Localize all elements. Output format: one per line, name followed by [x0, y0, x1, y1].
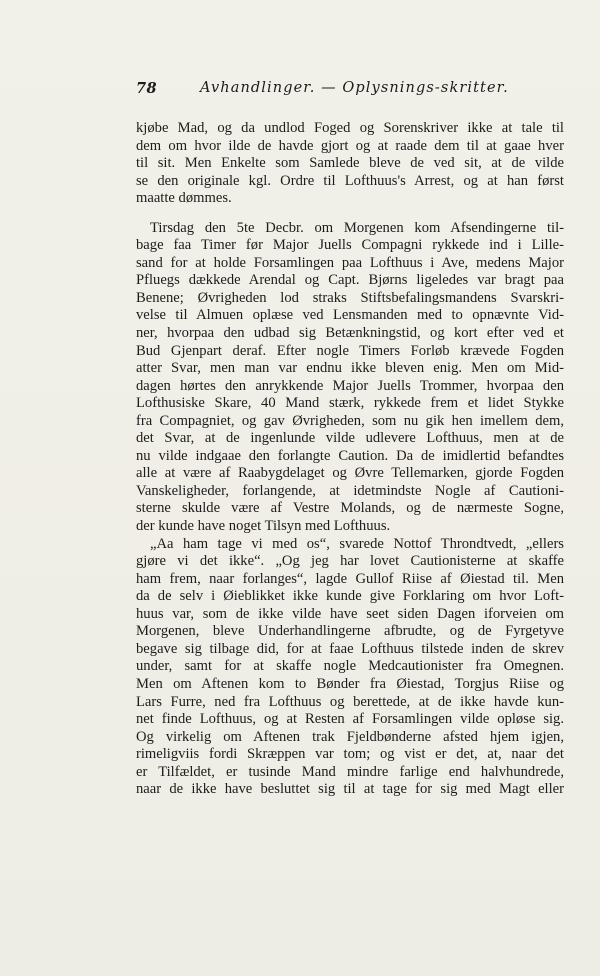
paragraph-3	[136, 536, 564, 799]
text-line: Bud Gjenpart deraf. Efter nogle Timers Forløb krævede Fogden	[136, 342, 564, 359]
text-line: under, samt for at skaffe nogle Medcautionister fra Omegnen.	[136, 658, 564, 675]
paragraph-gap	[136, 208, 564, 220]
text-line: Benene; Øvrigheden lod straks Stiftsbefalingsmandens Svarskri-	[136, 289, 564, 306]
body-text	[136, 120, 564, 799]
text-line: ner, hvorpaa den udbad sig Betænkningstid, og kort efter ved et	[136, 325, 564, 342]
text-line: dagen hørtes den anrykkende Major Juells Trommer, hvorpaa den	[136, 377, 564, 394]
text-line: Morgenen, bleve Underhandlingerne afbrudte, og de Fyrgetyve	[136, 623, 564, 640]
text-line: Lars Furre, ned fra Lofthuus og berettede, at de ikke havde kun-	[136, 693, 564, 710]
text-line: Tirsdag den 5te Decbr. om Morgenen kom Afsendingerne til-	[150, 219, 564, 236]
text-line: det Svar, at de ingenlunde vilde udlevere Lofthuus, men at de	[136, 430, 564, 447]
paragraph-2	[136, 220, 564, 536]
page-header	[136, 80, 564, 102]
text-line: fra Compagniet, og gav Øvrigheden, som nu gik hen imellem dem,	[136, 412, 564, 429]
text-line: atter Svar, men man var endnu ikke bleven enig. Men om Mid-	[136, 360, 564, 377]
paragraph-1	[136, 120, 564, 208]
text-line: gjøre vi det ikke“. „Og jeg har lovet Cautionisterne at skaffe	[136, 553, 564, 570]
text-line: Lofthusiske Skare, 40 Mand stærk, rykkede frem et lidet Stykke	[136, 395, 564, 412]
text-line: dem om hvor ilde de havde gjort og at raade dem til at gaae hver	[136, 137, 564, 154]
text-line: til sit. Men Enkelte som Samlede bleve de ved sit, at de vilde	[136, 155, 564, 172]
text-line: maatte dømmes.	[136, 190, 232, 207]
text-line: huus var, som de ikke vilde have seet siden Dagen iforveien om	[136, 605, 564, 622]
text-line: alle at være af Raabygdelaget og Øvre Tellemarken, gjorde Fogden	[136, 465, 564, 482]
text-line: Vanskeligheder, forlangende, at idetmindste Nogle af Cautioni-	[136, 482, 564, 499]
text-line: net finde Lofthuus, og at Resten af Forsamlingen vilde opløse sig.	[136, 711, 564, 728]
text-line: Men om Aftenen kom to Bønder fra Øiestad, Torgjus Riise og	[136, 675, 564, 692]
text-line: da de selv i Øieblikket ikke kunde give Forklaring om hvor Loft-	[136, 588, 564, 605]
text-line: rimeligviis fordi Skræppen var tom; og vist er det, at, naar det	[136, 746, 564, 763]
text-line: nu vilde indgaae den forlangte Caution. Da de imidlertid befandtes	[136, 447, 564, 464]
text-line: begave sig tilbage did, for at faae Lofthuus tilstede inden de skrev	[136, 640, 564, 657]
text-line: se den originale kgl. Ordre til Lofthuus's Arrest, og at han først	[136, 172, 564, 189]
text-line: velse til Almuen oplæse ved Lensmanden med to opnævnte Vid-	[136, 307, 564, 324]
text-line: kjøbe Mad, og da undlod Foged og Sorenskriver ikke at tale til	[136, 120, 564, 136]
text-line: sand for at holde Forsamlingen paa Lofthuus i Ave, medens Major	[136, 254, 564, 271]
text-line: Pfluegs dækkede Arendal og Capt. Bjørns ligeledes var bragt paa	[136, 272, 564, 289]
text-line: bage faa Timer før Major Juells Compagni rykkede ind i Lille-	[136, 237, 564, 254]
text-line: Og virkelig om Aftenen trak Fjeldbønderne afsted hjem igjen,	[136, 728, 564, 745]
text-line: er Tilfældet, er tusinde Mand mindre farlige end halvhundrede,	[136, 763, 564, 780]
text-line: der kunde have noget Tilsyn med Lofthuus.	[136, 518, 391, 535]
text-line: naar de ikke have besluttet sig til at tage for sig med Magt eller	[136, 781, 564, 798]
text-line: ham frem, naar forlanges“, lagde Gullof Riise af Øiestad til. Men	[136, 570, 564, 587]
running-title: Avhandlinger. — Oplysnings-skritter.	[200, 80, 509, 96]
text-line: „Aa ham tage vi med os“, svarede Nottof Throndtvedt, „ellers	[150, 535, 564, 552]
page-number: 78	[136, 80, 157, 97]
text-line: sterne skulde være af Vestre Molands, og de nærmeste Sogne,	[136, 500, 564, 517]
